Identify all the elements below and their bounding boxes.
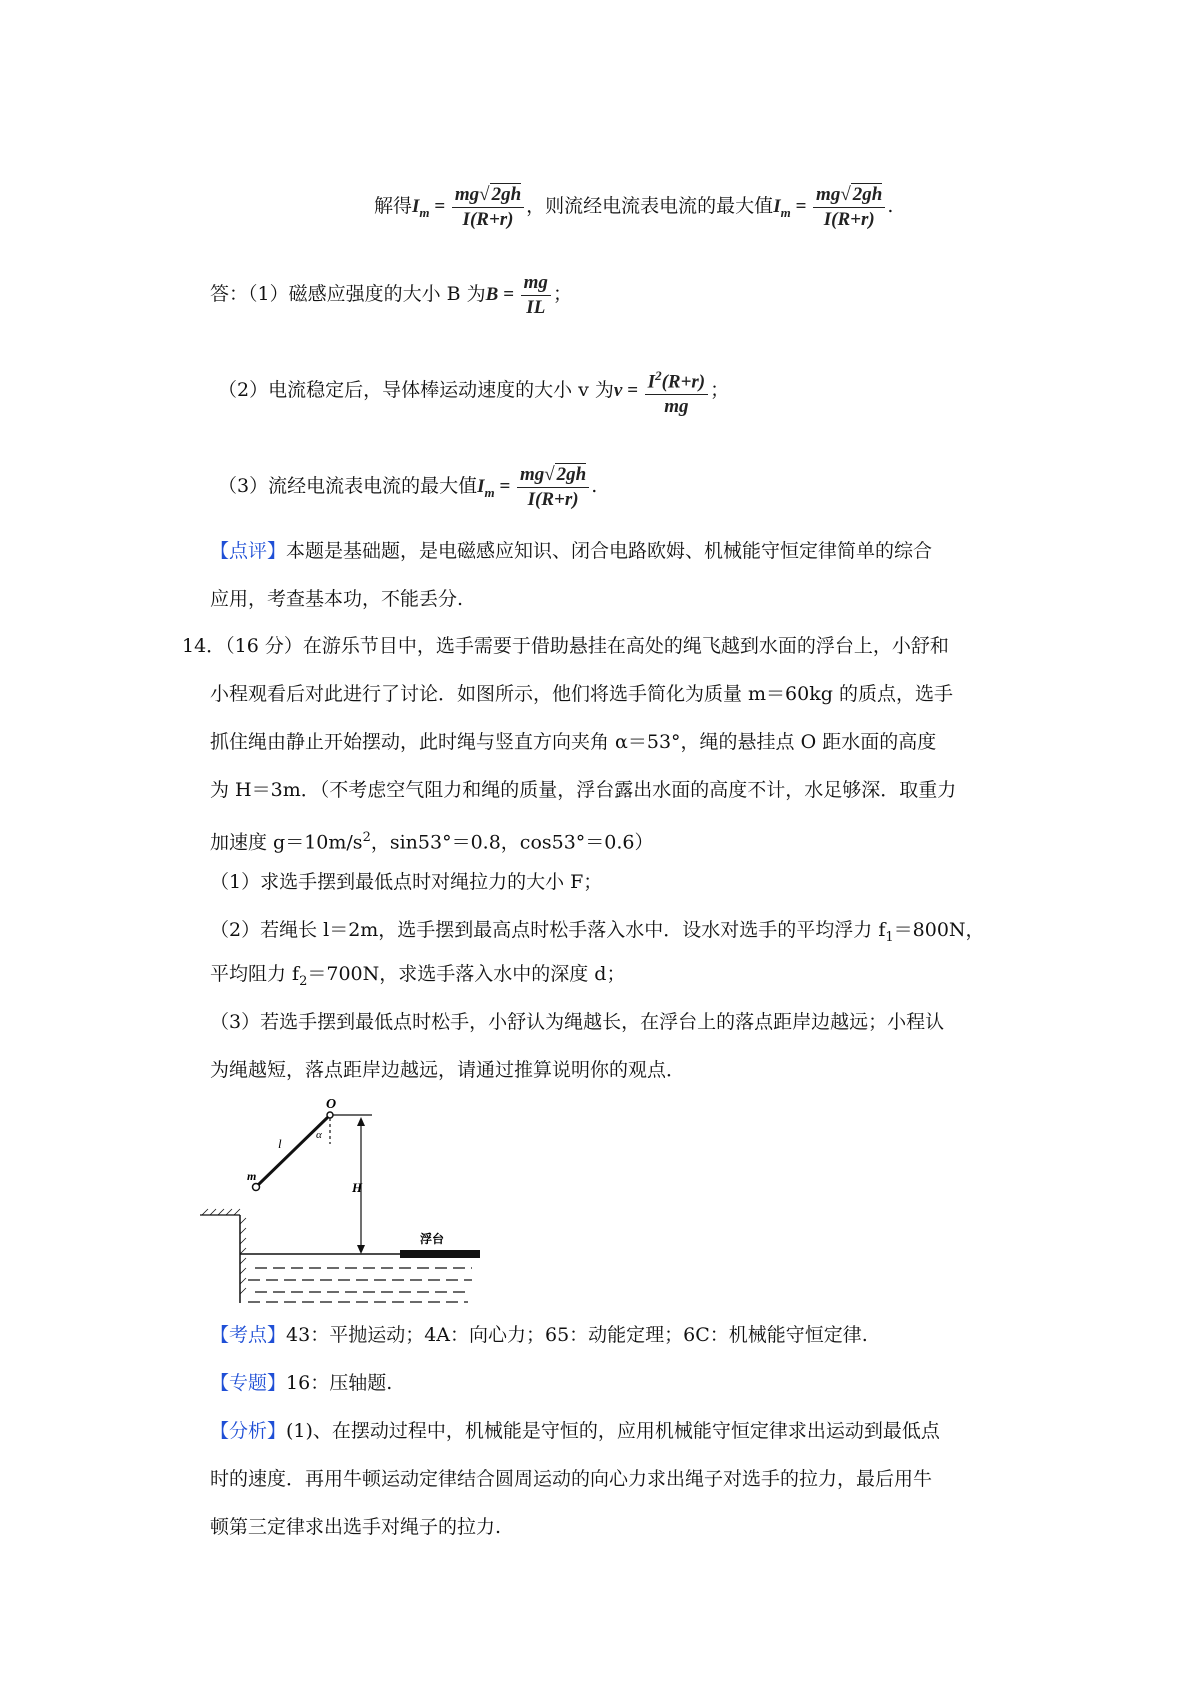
solution-line: 解得$I_m$ = $\frac{mg√ 2gh}{I(R+r)}$ ，则流经电流表电流的最大值$I_m$ = $\frac{mg√ 2gh}{I(R+r)}$ . (374, 184, 894, 231)
kaodian-tag: 【考点】 (210, 1324, 287, 1346)
label-o: O (326, 1098, 337, 1112)
label-platform: 浮台 (420, 1232, 445, 1246)
q14-part-2-cont: 平均阻力 $f_2=700N$，求选手落入水中的深度 d； (210, 963, 626, 989)
q14-line-2: 小程观看后对此进行了讨论．如图所示，他们将选手简化为质量 m＝60kg 的质点，选手 (210, 683, 953, 705)
fenxi-line-1: 【分析】(1)、在摆动过程中，机械能是守恒的，应用机械能守恒定律求出运动到最低点 (210, 1420, 940, 1442)
q14-part-2: （2）若绳长 l＝2m，选手摆到最高点时松手落入水中．设水对选手的平均浮力 $f_1=800N$， (210, 919, 985, 945)
label-alpha: α (316, 1129, 322, 1141)
label-m: m (247, 1169, 257, 1183)
label-l: l (278, 1136, 282, 1151)
fenxi-line-3: 顿第三定律求出选手对绳子的拉力. (210, 1516, 502, 1538)
answer-1: 答：（1）磁感应强度的大小 B 为B = $\frac{mg}{IL}$ ； (210, 272, 572, 319)
review-line-2: 应用，考查基本功，不能丢分. (210, 588, 464, 610)
floating-platform (400, 1250, 480, 1258)
answer-3: （3）流经电流表电流的最大值$I_m$ = $\frac{mg√ 2gh}{I(R+r)}$ . (218, 464, 598, 511)
arrow-bottom (357, 1245, 365, 1254)
q14-line-4: 为 H＝3m．（不考虑空气阻力和绳的质量，浮台露出水面的高度不计，水足够深．取重力 (210, 779, 957, 801)
mass-point (253, 1184, 260, 1191)
formula-im-1: $I_m$ = $\frac{mg√ 2gh}{I(R+r)}$ (412, 196, 526, 217)
formula-b: B = $\frac{mg}{IL}$ (486, 284, 553, 305)
formula-v: v = $\frac{I^2(R+r)}{mg}$ (614, 380, 710, 401)
solution-prefix: 解得 (374, 195, 413, 217)
solution-middle: ，则流经电流表电流的最大值 (526, 195, 774, 217)
fenxi-line-2: 时的速度．再用牛顿运动定律结合圆周运动的向心力求出绳子对选手的拉力，最后用牛 (210, 1468, 933, 1490)
review-line-1: 【点评】本题是基础题，是电磁感应知识、闭合电路欧姆、机械能守恒定律简单的综合 (210, 540, 933, 562)
arrow-top (357, 1117, 365, 1126)
zhuanti-line: 【专题】16：压轴题. (210, 1372, 393, 1394)
q14-part-3: （3）若选手摆到最低点时松手，小舒认为绳越长，在浮台上的落点距岸边越远；小程认 (210, 1011, 945, 1033)
q14-line-3: 抓住绳由静止开始摆动，此时绳与竖直方向夹角 α＝53°，绳的悬挂点 O 距水面的高度 (210, 731, 937, 753)
formula-im-2: $I_m$ = $\frac{mg√ 2gh}{I(R+r)}$ (773, 196, 887, 217)
q14-part-3-cont: 为绳越短，落点距岸边越远，请通过推算说明你的观点． (210, 1059, 686, 1081)
formula-im-3: $I_m$ = $\frac{mg√ 2gh}{I(R+r)}$ (477, 476, 591, 497)
pendulum-diagram (200, 1098, 510, 1303)
label-h: H (352, 1180, 363, 1195)
zhuanti-tag: 【专题】 (210, 1372, 287, 1394)
review-tag: 【点评】 (210, 540, 287, 562)
q14-line-1: 14．（16 分）在游乐节目中，选手需要于借助悬挂在高处的绳飞越到水面的浮台上，小舒和 (182, 635, 949, 657)
q14-part-1: （1）求选手摆到最低点时对绳拉力的大小 F； (210, 871, 603, 893)
kaodian-line: 【考点】43：平抛运动；4A：向心力；65：动能定理；6C：机械能守恒定律. (210, 1324, 868, 1346)
answer-2: （2）电流稳定后，导体棒运动速度的大小 v 为v = $\frac{I^2(R+r)}{mg}$ ； (218, 362, 729, 419)
water-dashes (248, 1268, 472, 1302)
q14-line-5: 加速度 $g=10m/s^2$，sin53°＝0.8，cos53°＝0.6） (210, 830, 654, 854)
fenxi-tag: 【分析】 (210, 1420, 287, 1442)
rope (258, 1117, 328, 1185)
